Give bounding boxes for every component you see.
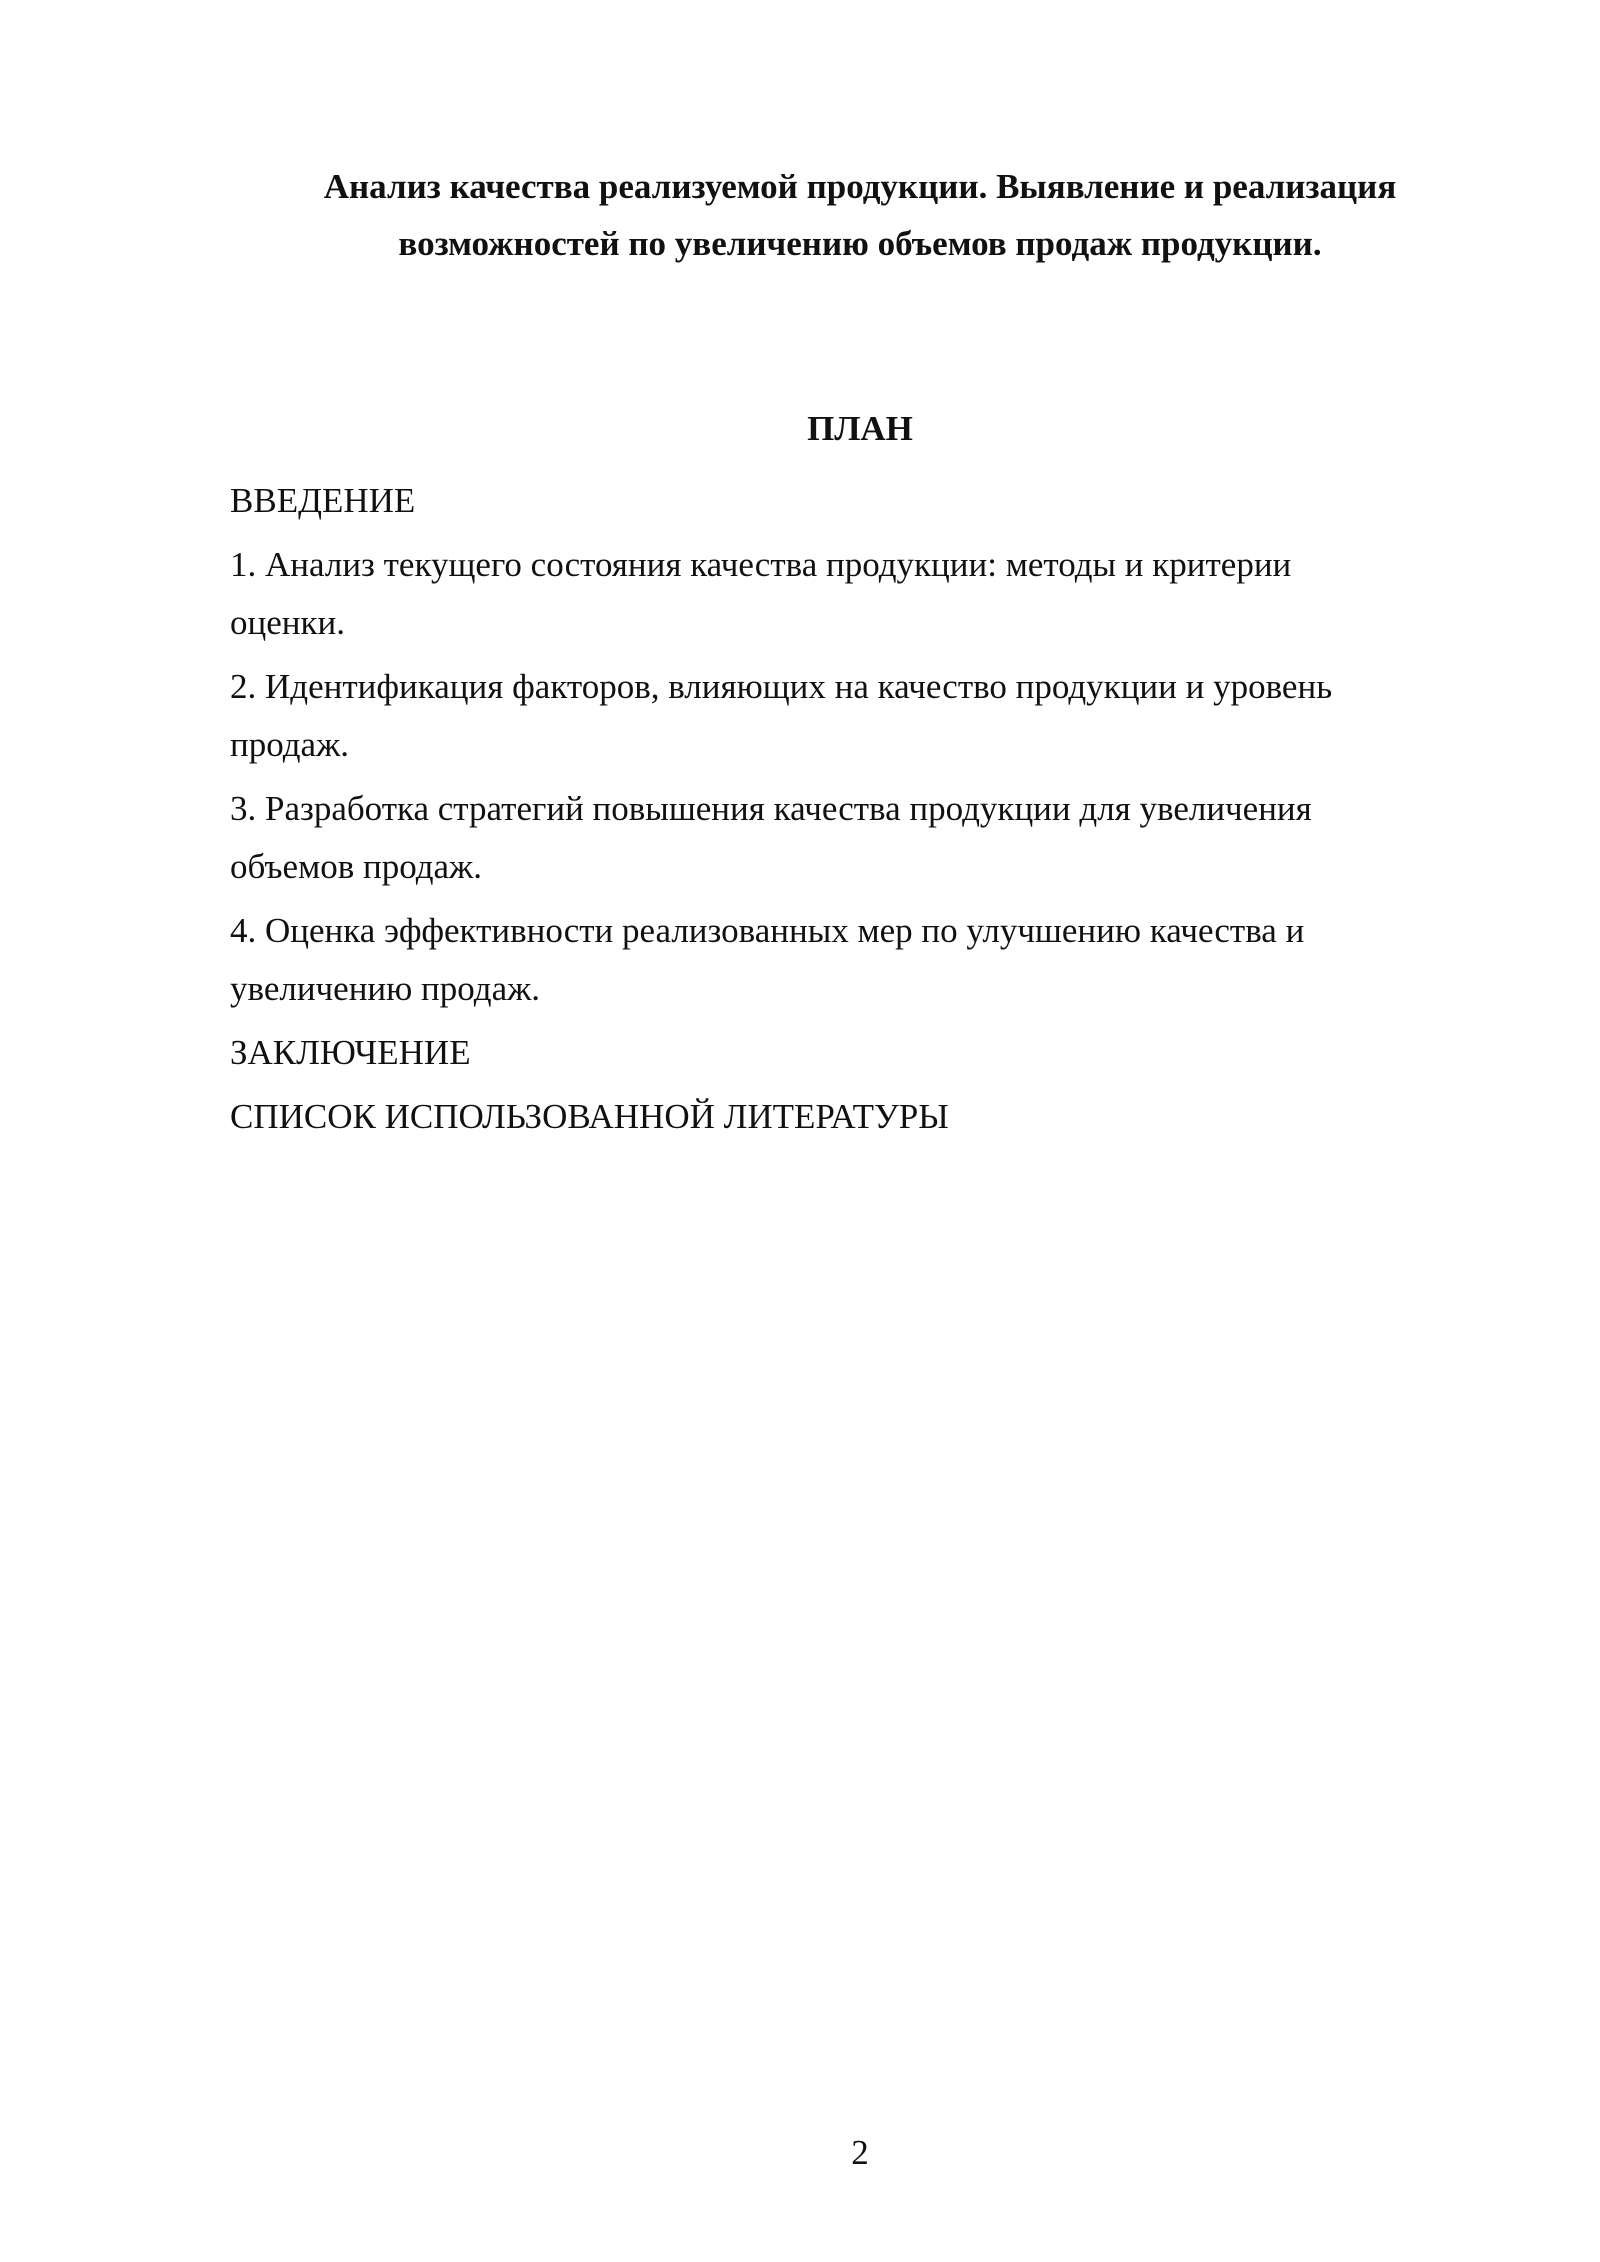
toc-item-line: объемов продаж. — [230, 847, 482, 886]
document-title-line: Анализ качества реализуемой продукции. Выявление и реализация — [323, 167, 1397, 206]
toc-item-introduction — [230, 472, 1470, 530]
toc-item-line: 3. Разработка стратегий повышения качества продукции для увеличения — [230, 789, 1312, 828]
toc-item-line: СПИСОК ИСПОЛЬЗОВАННОЙ ЛИТЕРАТУРЫ — [230, 1097, 949, 1136]
toc-item-conclusion — [230, 1024, 1470, 1082]
page-number: 2 — [851, 2133, 869, 2172]
toc-item-references — [230, 1088, 1470, 1146]
toc-item-section-4 — [230, 902, 1470, 1018]
toc-item-line: оценки. — [230, 603, 345, 642]
toc-item-line: 1. Анализ текущего состояния качества продукции: методы и критерии — [230, 545, 1292, 584]
toc-item-line: 2. Идентификация факторов, влияющих на качество продукции и уровень — [230, 667, 1333, 706]
toc-item-line: 4. Оценка эффективности реализованных мер по улучшению качества и — [230, 911, 1305, 950]
plan-heading: ПЛАН — [807, 409, 913, 448]
toc-item-line: продаж. — [230, 725, 349, 764]
toc-item-line: увеличению продаж. — [230, 969, 541, 1008]
document-title-line: возможностей по увеличению объемов продаж продукции. — [398, 224, 1322, 263]
toc-item-section-1 — [230, 536, 1470, 652]
toc-item-line: ЗАКЛЮЧЕНИЕ — [230, 1033, 471, 1072]
toc-item-section-3 — [230, 780, 1470, 896]
document-title — [230, 158, 1490, 272]
toc-item-section-2 — [230, 658, 1470, 774]
toc-item-line: ВВЕДЕНИЕ — [230, 481, 416, 520]
table-of-contents — [230, 472, 1470, 1152]
